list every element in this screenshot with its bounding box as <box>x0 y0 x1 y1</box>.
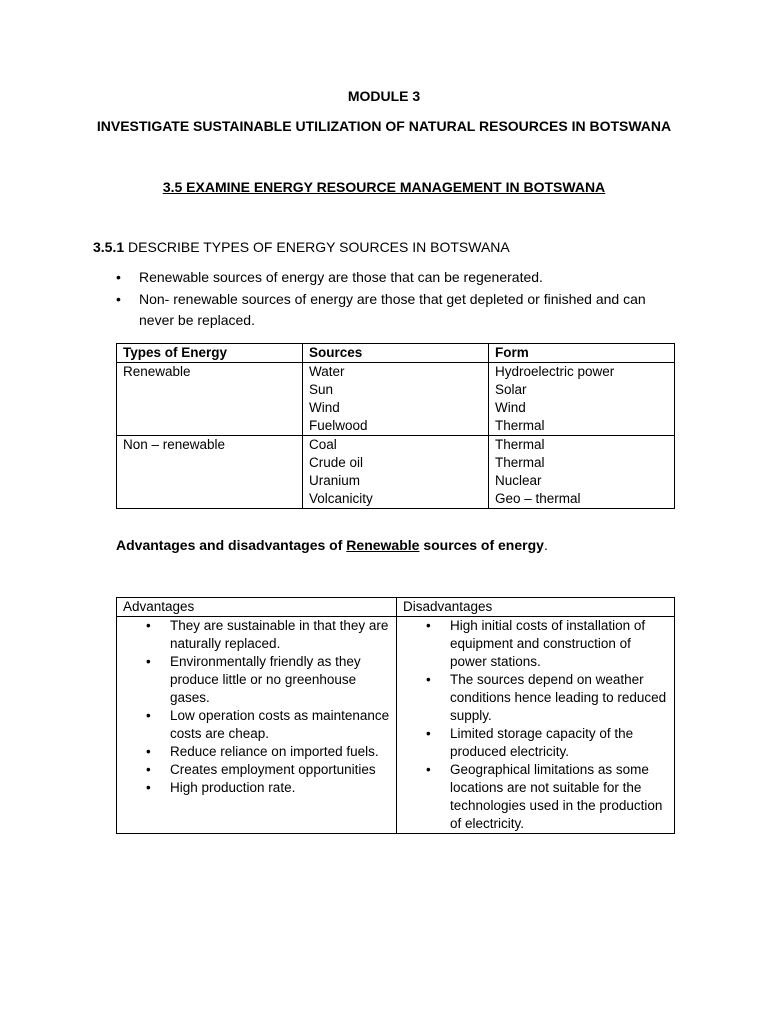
advantage-text: Low operation costs as maintenance costs are cheap. <box>170 708 390 741</box>
list-item <box>403 761 668 833</box>
source-item: Volcanicity <box>309 491 373 506</box>
advantage-text: Reduce reliance on imported fuels. <box>170 744 379 759</box>
column-header: Sources <box>303 344 489 363</box>
bullet-icon: • <box>426 672 431 687</box>
disadvantage-text: Geographical limitations as some locations are not suitable for the technologies used in the production of electricity. <box>450 762 663 831</box>
advantage-text: Creates employment opportunities <box>170 762 376 777</box>
heading-underlined: Renewable <box>346 537 420 553</box>
disadvantages-cell <box>397 617 675 834</box>
form-item: Hydroelectric power <box>495 364 615 379</box>
bullet-text: Renewable sources of energy are those that can be regenerated. <box>139 269 543 285</box>
bullet-icon: • <box>426 618 431 633</box>
bullet-icon: • <box>146 762 151 777</box>
module-label: MODULE 3 <box>347 88 421 104</box>
source-item: Crude oil <box>309 455 364 470</box>
source-item: Water <box>309 364 345 379</box>
advantages-table <box>116 597 675 834</box>
list-item <box>123 761 390 779</box>
heading-text: sources of energy <box>419 537 544 553</box>
bullet-icon: • <box>146 618 151 633</box>
table-header-row <box>117 344 675 363</box>
form-item: Geo – thermal <box>495 491 581 506</box>
section-heading: 3.5 EXAMINE ENERGY RESOURCE MANAGEMENT IN BOTSWANA <box>162 179 606 195</box>
energy-type-cell: Renewable <box>117 363 303 436</box>
subsection-text: DESCRIBE TYPES OF ENERGY SOURCES IN BOTSWANA <box>128 239 510 255</box>
disadvantage-text: High initial costs of installation of equipment and construction of power stations. <box>450 618 646 669</box>
disadvantages-list <box>403 617 668 833</box>
list-item <box>116 289 656 332</box>
bullet-icon: • <box>146 708 151 723</box>
column-header: Form <box>489 344 675 363</box>
subsection-heading <box>93 239 510 255</box>
bullet-icon: • <box>426 762 431 777</box>
subsection-number: 3.5.1 <box>93 239 125 255</box>
table-row <box>117 363 675 436</box>
advantages-cell <box>117 617 397 834</box>
form-item: Nuclear <box>495 473 542 488</box>
list-item <box>123 707 390 743</box>
column-header: Advantages <box>117 598 397 617</box>
form-item: Thermal <box>495 437 545 452</box>
energy-type-cell: Non – renewable <box>117 436 303 509</box>
form-item: Solar <box>495 382 527 397</box>
heading-text: Advantages and disadvantages of <box>116 537 347 553</box>
advantage-text: Environmentally friendly as they produce little or no greenhouse gases. <box>170 654 361 705</box>
advantages-list <box>123 617 390 797</box>
list-item <box>123 653 390 707</box>
form-item: Wind <box>495 400 526 415</box>
bullet-icon: • <box>146 654 151 669</box>
bullet-icon: • <box>146 780 151 795</box>
forms-cell <box>489 436 675 509</box>
advantages-heading <box>116 537 548 553</box>
bullet-icon: • <box>116 290 121 307</box>
advantage-text: High production rate. <box>170 780 296 795</box>
list-item <box>403 617 668 671</box>
source-item: Coal <box>309 437 337 452</box>
list-item <box>403 671 668 725</box>
heading-period: . <box>543 537 548 553</box>
column-header: Types of Energy <box>117 344 303 363</box>
column-header: Disadvantages <box>397 598 675 617</box>
list-item <box>123 779 390 797</box>
module-title: INVESTIGATE SUSTAINABLE UTILIZATION OF NATURAL RESOURCES IN BOTSWANA <box>96 118 672 134</box>
disadvantage-text: Limited storage capacity of the produced electricity. <box>450 726 634 759</box>
table-row <box>117 617 675 834</box>
energy-types-table <box>116 343 675 509</box>
sources-cell <box>303 363 489 436</box>
bullet-icon: • <box>146 744 151 759</box>
sources-cell <box>303 436 489 509</box>
source-item: Wind <box>309 400 340 415</box>
bullet-text: Non- renewable sources of energy are those that get depleted or finished and can never be replaced. <box>139 290 646 328</box>
list-item <box>123 743 390 761</box>
source-item: Fuelwood <box>309 418 368 433</box>
definition-list <box>116 267 656 332</box>
list-item <box>123 617 390 653</box>
table-row <box>117 436 675 509</box>
form-item: Thermal <box>495 455 545 470</box>
list-item <box>403 725 668 761</box>
disadvantage-text: The sources depend on weather conditions hence leading to reduced supply. <box>450 672 667 723</box>
forms-cell <box>489 363 675 436</box>
form-item: Thermal <box>495 418 545 433</box>
bullet-icon: • <box>116 269 121 285</box>
source-item: Uranium <box>309 473 361 488</box>
source-item: Sun <box>309 382 334 397</box>
bullet-icon: • <box>426 726 431 741</box>
advantage-text: They are sustainable in that they are naturally replaced. <box>170 618 389 651</box>
list-item <box>116 267 656 289</box>
table-header-row <box>117 598 675 617</box>
